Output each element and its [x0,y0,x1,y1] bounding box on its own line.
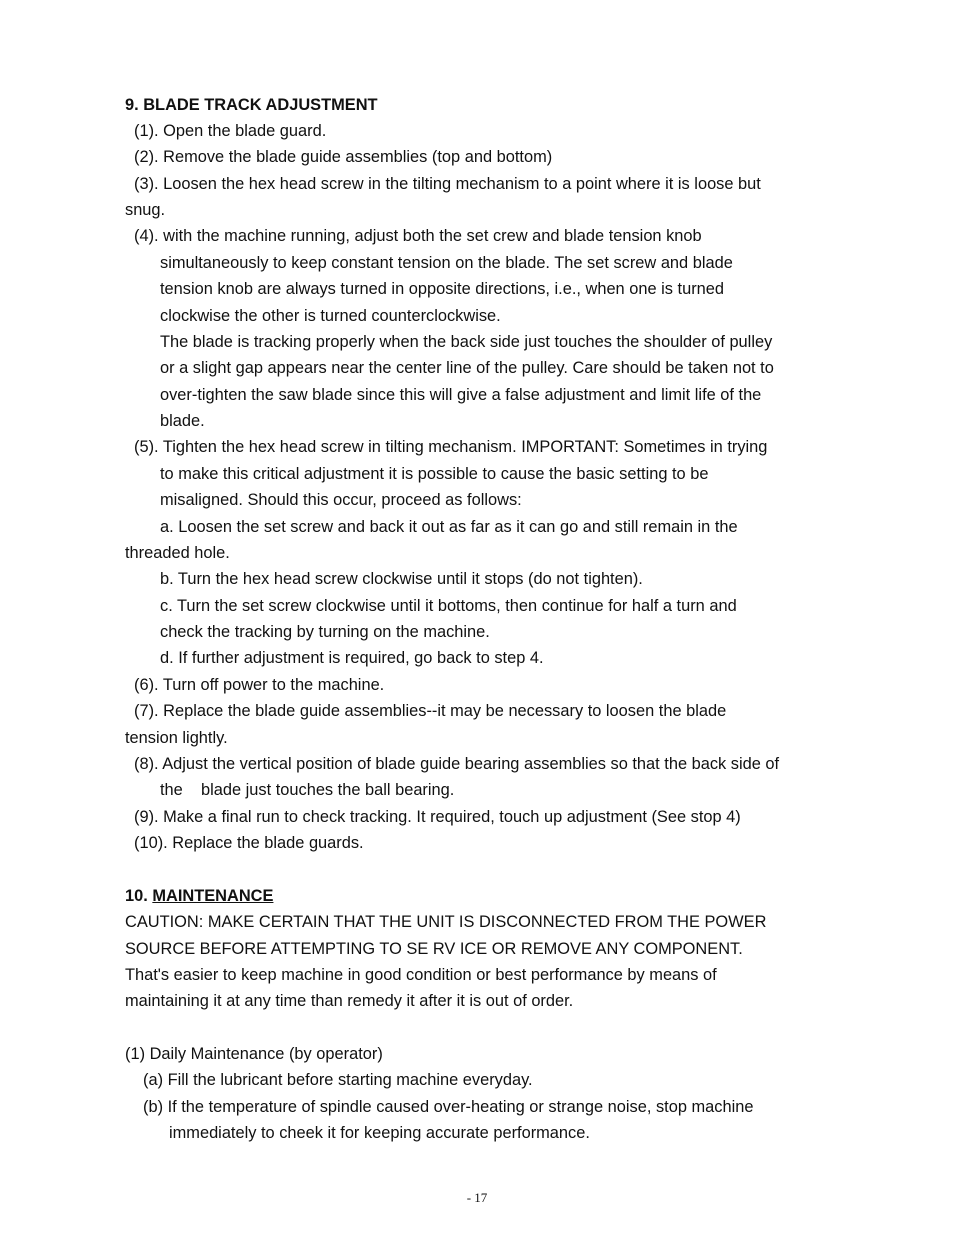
caution-line: CAUTION: MAKE CERTAIN THAT THE UNIT IS DISCONNECTED FROM THE POWER [125,913,767,931]
text-line: blade. [160,412,205,430]
text-line: misaligned. Should this occur, proceed as follows: [160,491,522,509]
text-line: (6). Turn off power to the machine. [134,676,385,694]
text-line: check the tracking by turning on the machine. [160,623,490,641]
text-line: d. If further adjustment is required, go back to step 4. [160,649,544,667]
text-line: The blade is tracking properly when the back side just touches the shoulder of pulley [160,333,773,351]
text-line: clockwise the other is turned counterclockwise. [160,307,501,325]
text-line: to make this critical adjustment it is possible to cause the basic setting to be [160,465,709,483]
text-line: (2). Remove the blade guide assemblies (top and bottom) [134,148,553,166]
text-line: immediately to cheek it for keeping accurate performance. [169,1124,590,1142]
text-line: (8). Adjust the vertical position of blade guide bearing assemblies so that the back side of [134,755,780,773]
section-9-heading: 9. BLADE TRACK ADJUSTMENT [125,96,378,114]
section-10-title: MAINTENANCE [152,887,274,905]
text-line: (1). Open the blade guard. [134,122,327,140]
section-10-number: 10. [125,887,153,905]
page-number: - 17 [466,1190,488,1205]
text-line: (4). with the machine running, adjust both the set crew and blade tension knob [134,227,702,245]
text-line: tension lightly. [125,729,228,747]
subheading: (1) Daily Maintenance (by operator) [125,1045,383,1063]
text-line: over-tighten the saw blade since this will give a false adjustment and limit life of the [160,386,762,404]
text-line: or a slight gap appears near the center line of the pulley. Care should be taken not to [160,359,774,377]
section-10-heading [125,886,273,906]
text-line: a. Loosen the set screw and back it out as far as it can go and still remain in the [160,518,738,536]
text-line: maintaining it at any time than remedy it after it is out of order. [125,992,574,1010]
text-line: the blade just touches the ball bearing. [160,781,455,799]
text-line: (5). Tighten the hex head screw in tilting mechanism. IMPORTANT: Sometimes in trying [134,438,768,456]
text-line: tension knob are always turned in opposite directions, i.e., when one is turned [160,280,724,298]
caution-line: SOURCE BEFORE ATTEMPTING TO SE RV ICE OR REMOVE ANY COMPONENT. [125,940,743,958]
text-line: (b) If the temperature of spindle caused over-heating or strange noise, stop machine [143,1098,754,1116]
text-line: c. Turn the set screw clockwise until it bottoms, then continue for half a turn and [160,597,737,615]
text-line: (7). Replace the blade guide assemblies--it may be necessary to loosen the blade [134,702,727,720]
text-line: (3). Loosen the hex head screw in the tilting mechanism to a point where it is loose but [134,175,761,193]
text-line: (9). Make a final run to check tracking. It required, touch up adjustment (See stop 4) [134,808,741,826]
text-line: (a) Fill the lubricant before starting machine everyday. [143,1071,533,1089]
text-line: That's easier to keep machine in good condition or best performance by means of [125,966,717,984]
text-line: simultaneously to keep constant tension on the blade. The set screw and blade [160,254,733,272]
text-line: b. Turn the hex head screw clockwise until it stops (do not tighten). [160,570,643,588]
text-line: (10). Replace the blade guards. [134,834,364,852]
text-line: threaded hole. [125,544,230,562]
text-line: snug. [125,201,166,219]
